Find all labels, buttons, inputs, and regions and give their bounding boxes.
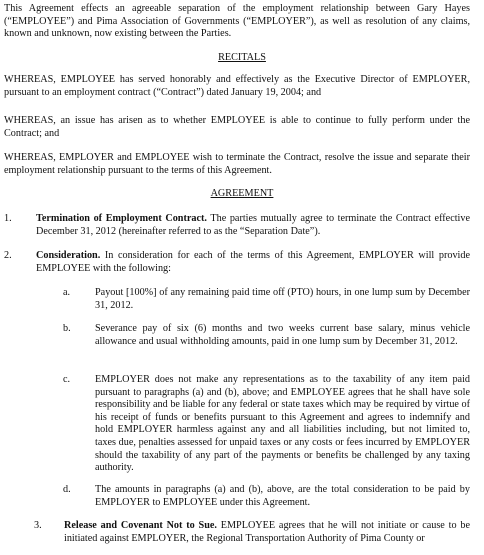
section-3-title: Release and Covenant Not to Sue. bbox=[64, 520, 217, 531]
recitals-heading: RECITALS bbox=[218, 52, 266, 63]
item-b-label: b. bbox=[63, 323, 71, 334]
section-3-number: 3. bbox=[34, 520, 42, 531]
section-2-number: 2. bbox=[4, 250, 12, 261]
item-d-label: d. bbox=[63, 484, 71, 495]
section-1-number: 1. bbox=[4, 213, 12, 224]
item-a-label: a. bbox=[63, 287, 71, 298]
section-1-paragraph bbox=[36, 213, 470, 238]
item-b-text: Severance pay of six (6) months and two weeks current base salary, minus vehicle allowance and usual withholding amounts, paid in one lump sum by December 31, 2012. bbox=[95, 323, 470, 347]
section-2-body: In consideration for each of the terms of this Agreement, EMPLOYER will provide EMPLOYEE with the following: bbox=[36, 250, 470, 274]
agreement-heading: AGREEMENT bbox=[210, 188, 274, 199]
whereas-paragraph-3: WHEREAS, EMPLOYER and EMPLOYEE wish to terminate the Contract, resolve the issue and separate their employment relationship pursuant to the terms of this Agreement. bbox=[4, 152, 470, 176]
whereas-paragraph-1: WHEREAS, EMPLOYEE has served honorably and effectively as the Executive Director of EMPLOYER, pursuant to an employment contract (“Contract”) dated January 19, 2004; and bbox=[4, 74, 470, 98]
section-1-title: Termination of Employment Contract. bbox=[36, 213, 207, 224]
item-d-text: The amounts in paragraphs (a) and (b), above, are the total consideration to be paid by EMPLOYER to EMPLOYEE under this Agreement. bbox=[95, 484, 470, 508]
section-2-paragraph bbox=[36, 250, 470, 275]
item-a-text: Payout [100%] of any remaining paid time off (PTO) hours, in one lump sum by December 31, 2012. bbox=[95, 287, 470, 311]
section-2-title: Consideration. bbox=[36, 250, 101, 261]
section-1-body: The parties mutually agree to terminate the Contract effective December 31, 2012 (hereinafter referred to as the “Separation Date”). bbox=[36, 213, 470, 237]
section-3-paragraph bbox=[64, 520, 470, 545]
item-c-text: EMPLOYER does not make any representations as to the taxability of any item paid pursuant to paragraphs (a) and (b), above; and EMPLOYEE agrees that he shall have sole responsibility and be liable for any federal or state taxes which may be required by virtue of his receipt of funds or benefits pursuant to this Agreement and agrees to indemnify and hold EMPLOYER harmless against any and all liabilities including, but not limited to, taxes due, penalties assessed for unpaid taxes or any costs or fees incurred by EMPLOYER should the taxability of any part of the payments or benefits be challenged by any taxing authority. bbox=[95, 374, 470, 474]
whereas-paragraph-2: WHEREAS, an issue has arisen as to whether EMPLOYEE is able to continue to fully perform under the Contract; and bbox=[4, 115, 470, 139]
section-3-body: EMPLOYEE agrees that he will not initiate or cause to be initiated against EMPLOYER, the Regional Transportation Authority of Pima County or bbox=[64, 520, 470, 544]
intro-paragraph: This Agreement effects an agreeable separation of the employment relationship between Gary Hayes (“EMPLOYEE”) and Pima Association of Governments (“EMPLOYER”), as well as resolution of any claims, known and unknown, now existing between the Parties. bbox=[4, 3, 470, 40]
item-c-label: c. bbox=[63, 374, 71, 385]
